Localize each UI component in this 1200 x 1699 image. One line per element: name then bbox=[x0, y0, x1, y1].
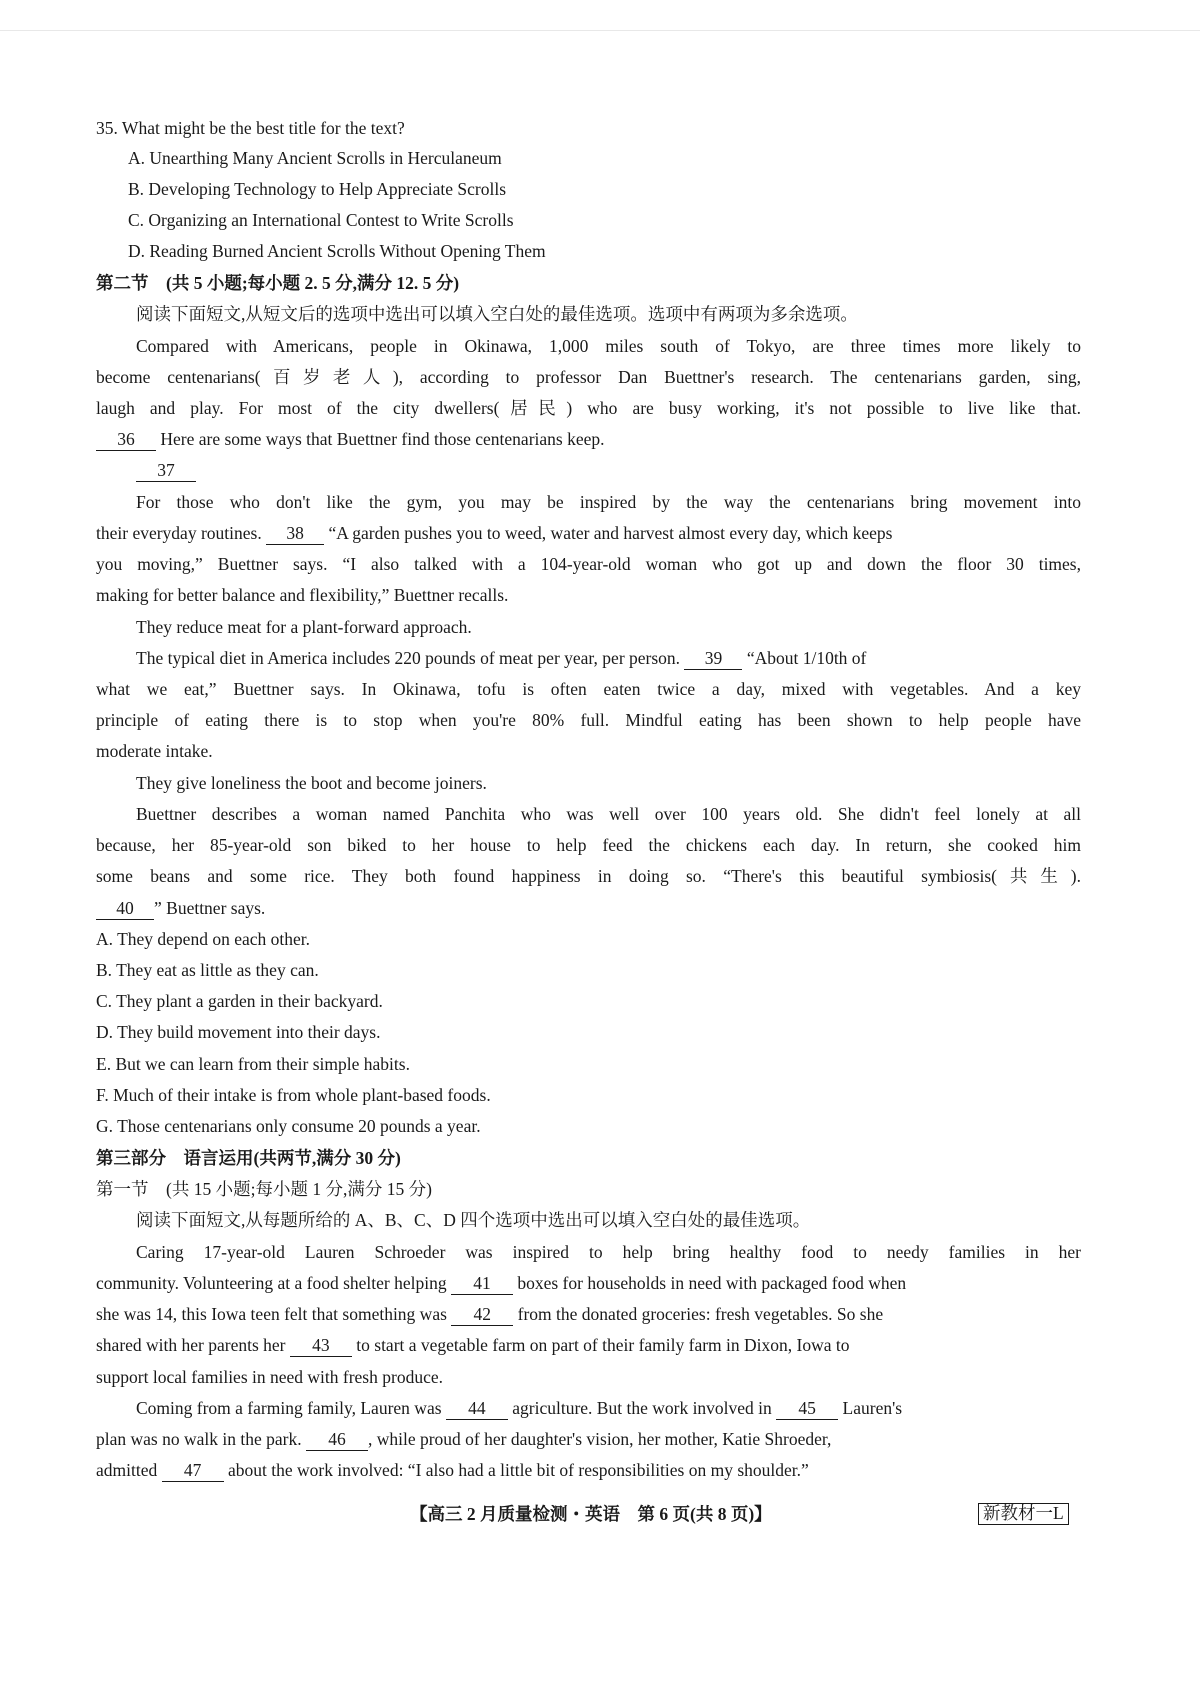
blank-43: 43 bbox=[290, 1337, 352, 1357]
blank-37: 37 bbox=[136, 462, 196, 482]
scan-top-edge bbox=[0, 30, 1200, 31]
passage1-line: The typical diet in America includes 220 pounds of meat per year, per person. 39 “About 1/10th of bbox=[136, 648, 867, 668]
part3-section1-heading: 第一节 (共 15 小题;每小题 1 分,满分 15 分) bbox=[96, 1179, 432, 1199]
blank-46: 46 bbox=[306, 1431, 368, 1451]
section2-heading: 第二节 (共 5 小题;每小题 2. 5 分,满分 12. 5 分) bbox=[96, 273, 460, 293]
passage1-line: 40 ” Buettner says. bbox=[96, 900, 265, 920]
blank-36: 36 bbox=[96, 431, 156, 451]
passage1-line bbox=[136, 462, 196, 482]
passage1-line: their everyday routines. 38 “A garden pushes you to weed, water and harvest almost every day, which keeps bbox=[96, 523, 893, 543]
q35-option-b: B. Developing Technology to Help Appreciate Scrolls bbox=[128, 179, 507, 199]
option-g: G. Those centenarians only consume 20 pounds a year. bbox=[96, 1116, 481, 1136]
option-f: F. Much of their intake is from whole plant-based foods. bbox=[96, 1085, 491, 1105]
blank-38: 38 bbox=[266, 525, 324, 545]
passage2-line: Coming from a farming family, Lauren was 44 agriculture. But the work involved in 45 Lauren's bbox=[136, 1398, 903, 1418]
passage1-subheading: They reduce meat for a plant-forward approach. bbox=[136, 617, 472, 637]
blank-44: 44 bbox=[446, 1400, 508, 1420]
passage1-line: what we eat,” Buettner says. In Okinawa, tofu is often eaten twice a day, mixed with vegetables. And a key bbox=[96, 679, 1081, 699]
passage2-line: Caring 17-year-old Lauren Schroeder was inspired to help bring healthy food to needy families in her bbox=[136, 1242, 1081, 1262]
option-a: A. They depend on each other. bbox=[96, 929, 310, 949]
section2-instruction: 阅读下面短文,从短文后的选项中选出可以填入空白处的最佳选项。选项中有两项为多余选项。 bbox=[136, 304, 858, 324]
blank-42: 42 bbox=[451, 1306, 513, 1326]
q35-option-a: A. Unearthing Many Ancient Scrolls in Herculaneum bbox=[128, 148, 502, 168]
passage1-line: 36 Here are some ways that Buettner find those centenarians keep. bbox=[96, 431, 605, 451]
blank-47: 47 bbox=[162, 1462, 224, 1482]
passage2-line: community. Volunteering at a food shelter helping 41 boxes for households in need with packaged food when bbox=[96, 1273, 907, 1293]
part3-instruction: 阅读下面短文,从每题所给的 A、B、C、D 四个选项中选出可以填入空白处的最佳选项。 bbox=[136, 1210, 811, 1230]
passage1-line: some beans and some rice. They both found happiness in doing so. “There's this beautiful symbiosis(共生). bbox=[96, 866, 1081, 886]
page-footer-title: 【高三 2 月质量检测・英语 第 6 页(共 8 页)】 bbox=[410, 1504, 772, 1524]
option-d: D. They build movement into their days. bbox=[96, 1022, 381, 1042]
option-c: C. They plant a garden in their backyard. bbox=[96, 991, 383, 1011]
passage2-line: she was 14, this Iowa teen felt that something was 42 from the donated groceries: fresh vegetables. So she bbox=[96, 1304, 884, 1324]
passage2-line: shared with her parents her 43 to start a vegetable farm on part of their family farm in Dixon, Iowa to bbox=[96, 1335, 850, 1355]
passage1-subheading: They give loneliness the boot and become joiners. bbox=[136, 773, 487, 793]
passage2-line: admitted 47 about the work involved: “I also had a little bit of responsibilities on my shoulder.” bbox=[96, 1460, 809, 1480]
q35-option-d: D. Reading Burned Ancient Scrolls Without Opening Them bbox=[128, 241, 546, 261]
passage1-line: Buettner describes a woman named Panchita who was well over 100 years old. She didn't feel lonely at all bbox=[136, 804, 1081, 824]
q35-option-c: C. Organizing an International Contest to Write Scrolls bbox=[128, 210, 514, 230]
blank-40: 40 bbox=[96, 900, 154, 920]
option-e: E. But we can learn from their simple habits. bbox=[96, 1054, 410, 1074]
passage2-line: support local families in need with fresh produce. bbox=[96, 1367, 443, 1387]
passage1-line: you moving,” Buettner says. “I also talked with a 104-year-old woman who got up and down the floor 30 times, bbox=[96, 554, 1081, 574]
passage1-line: laugh and play. For most of the city dwellers(居民) who are busy working, it's not possible to live like that. bbox=[96, 398, 1081, 418]
blank-45: 45 bbox=[776, 1400, 838, 1420]
part3-heading: 第三部分 语言运用(共两节,满分 30 分) bbox=[96, 1148, 401, 1168]
blank-39: 39 bbox=[684, 650, 742, 670]
passage1-line: moderate intake. bbox=[96, 741, 213, 761]
option-b: B. They eat as little as they can. bbox=[96, 960, 319, 980]
q35-stem: 35. What might be the best title for the text? bbox=[96, 118, 405, 138]
passage1-line: principle of eating there is to stop when you're 80% full. Mindful eating has been shown to help people have bbox=[96, 710, 1081, 730]
passage1-line: For those who don't like the gym, you may be inspired by the way the centenarians bring movement into bbox=[136, 492, 1081, 512]
passage1-line: because, her 85-year-old son biked to her house to help feed the chickens each day. In return, she cooked him bbox=[96, 835, 1081, 855]
passage1-line: making for better balance and flexibility,” Buettner recalls. bbox=[96, 585, 509, 605]
blank-41: 41 bbox=[451, 1275, 513, 1295]
passage1-line: become centenarians(百岁老人), according to professor Dan Buettner's research. The centenarians garden, sing, bbox=[96, 367, 1081, 387]
edition-tag: 新教材一L bbox=[978, 1503, 1069, 1525]
passage1-line: Compared with Americans, people in Okinawa, 1,000 miles south of Tokyo, are three times more likely to bbox=[136, 336, 1081, 356]
passage2-line: plan was no walk in the park. 46 , while proud of her daughter's vision, her mother, Katie Shroeder, bbox=[96, 1429, 832, 1449]
